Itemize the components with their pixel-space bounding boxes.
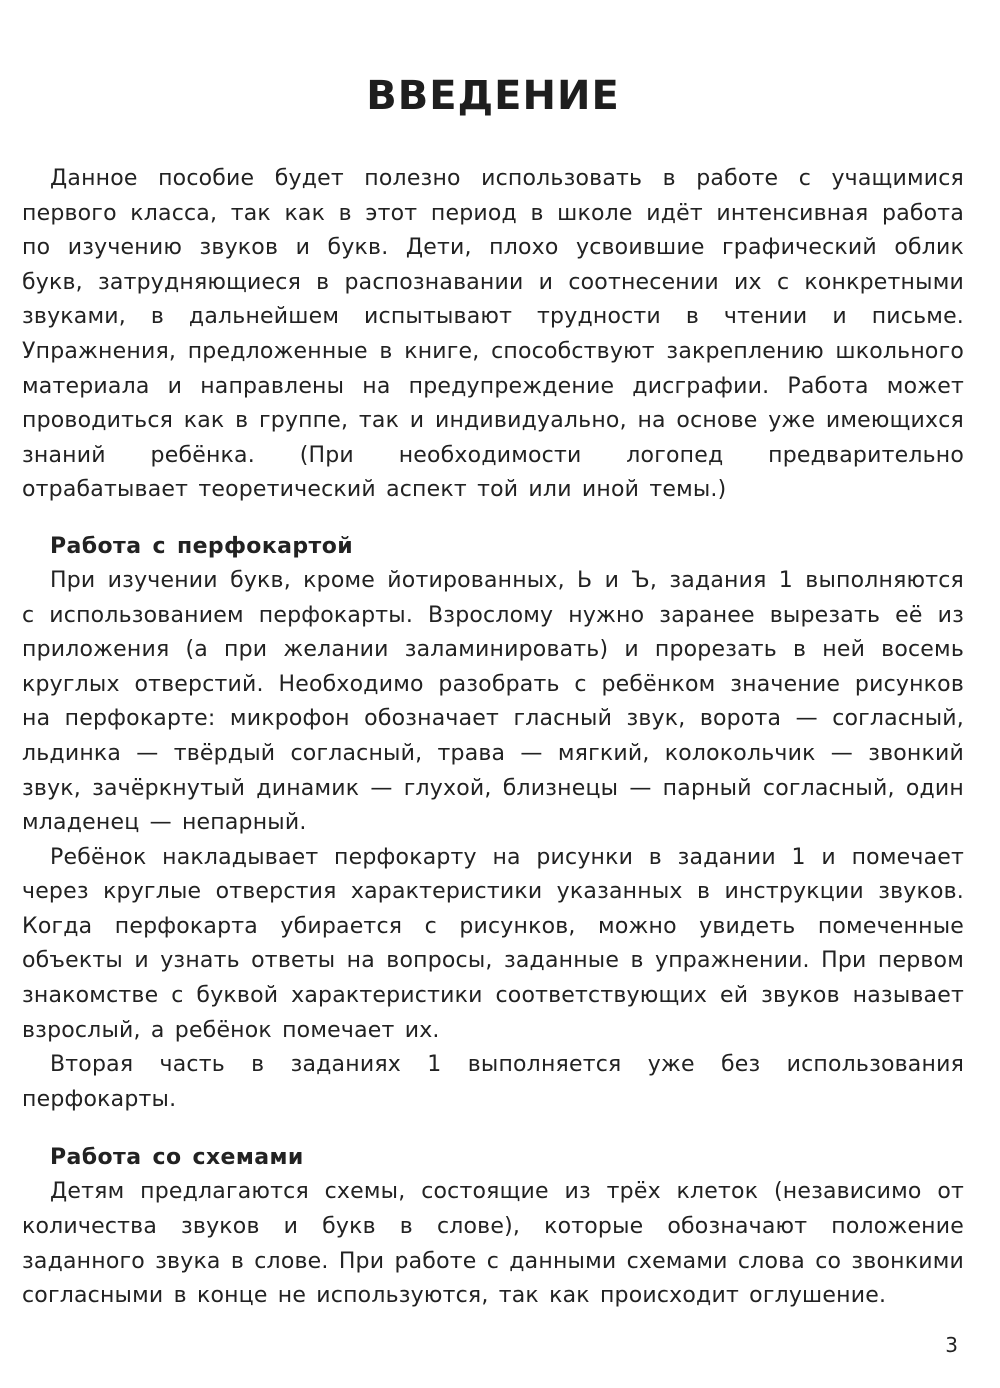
document-page — [22, 0, 964, 1388]
punch-card-paragraph-3: Вторая часть в заданиях 1 выполняется уже без использования перфокарты. — [22, 1052, 964, 1112]
intro-paragraph: Данное пособие будет полезно использовать в работе с учащимися первого класса, так как в этот период в школе идёт интенсивная работа по изучению звуков и букв. Дети, плохо усвоившие графический облик букв, затрудняющиеся в распознавании и соотнесении их с конкретными звуками, в дальнейшем испытывают трудности в чтении и письме. Упражнения, предложенные в книге, способствуют закреплению школьного материала и направлены на предупреждение дисграфии. Работа может проводиться как в группе, так и индивидуально, на основе уже имеющихся знаний ребёнка. (При необходимости логопед предварительно отрабатывает теоретический аспект той или иной темы.) — [22, 166, 964, 503]
schemes-paragraph-1: Детям предлагаются схемы, состоящие из трёх клеток (независимо от количества звуков и букв в слове), которые обозначают положение заданного звука в слове. При работе с данными схемами слова со звонкими согласными в конце не используются, так как происходит оглушение. — [22, 1179, 964, 1309]
section-heading-punch-card: Работа с перфокартой — [50, 533, 354, 559]
punch-card-paragraph-2: Ребёнок накладывает перфокарту на рисунки в задании 1 и помечает через круглые отверстия характеристики указанных в инструкции звуков. Когда перфокарта убирается с рисунков, можно увидеть помеченные объекты и узнать ответы на вопросы, заданные в упражнении. При первом знакомстве с буквой характеристики соответствующих ей звуков называет взрослый, а ребёнок помечает их. — [22, 844, 964, 1043]
punch-card-paragraph-1: При изучении букв, кроме йотированных, Ь и Ъ, задания 1 выполняются с использованием перфокарты. Взрослому нужно заранее вырезать её из приложения (а при желании заламинировать) и прорезать в ней восемь круглых отверстий. Необходимо разобрать с ребёнком значение рисунков на перфокарте: микрофон обозначает гласный звук, ворота — согласный, льдинка — твёрдый согласный, трава — мягкий, колокольчик — звонкий звук, зачёркнутый динамик — глухой, близнецы — парный согласный, один младенец — непарный. — [22, 567, 964, 836]
page-title: ВВЕДЕНИЕ — [366, 73, 620, 119]
page-number: 3 — [945, 1333, 958, 1357]
section-heading-schemes: Работа со схемами — [50, 1145, 304, 1171]
